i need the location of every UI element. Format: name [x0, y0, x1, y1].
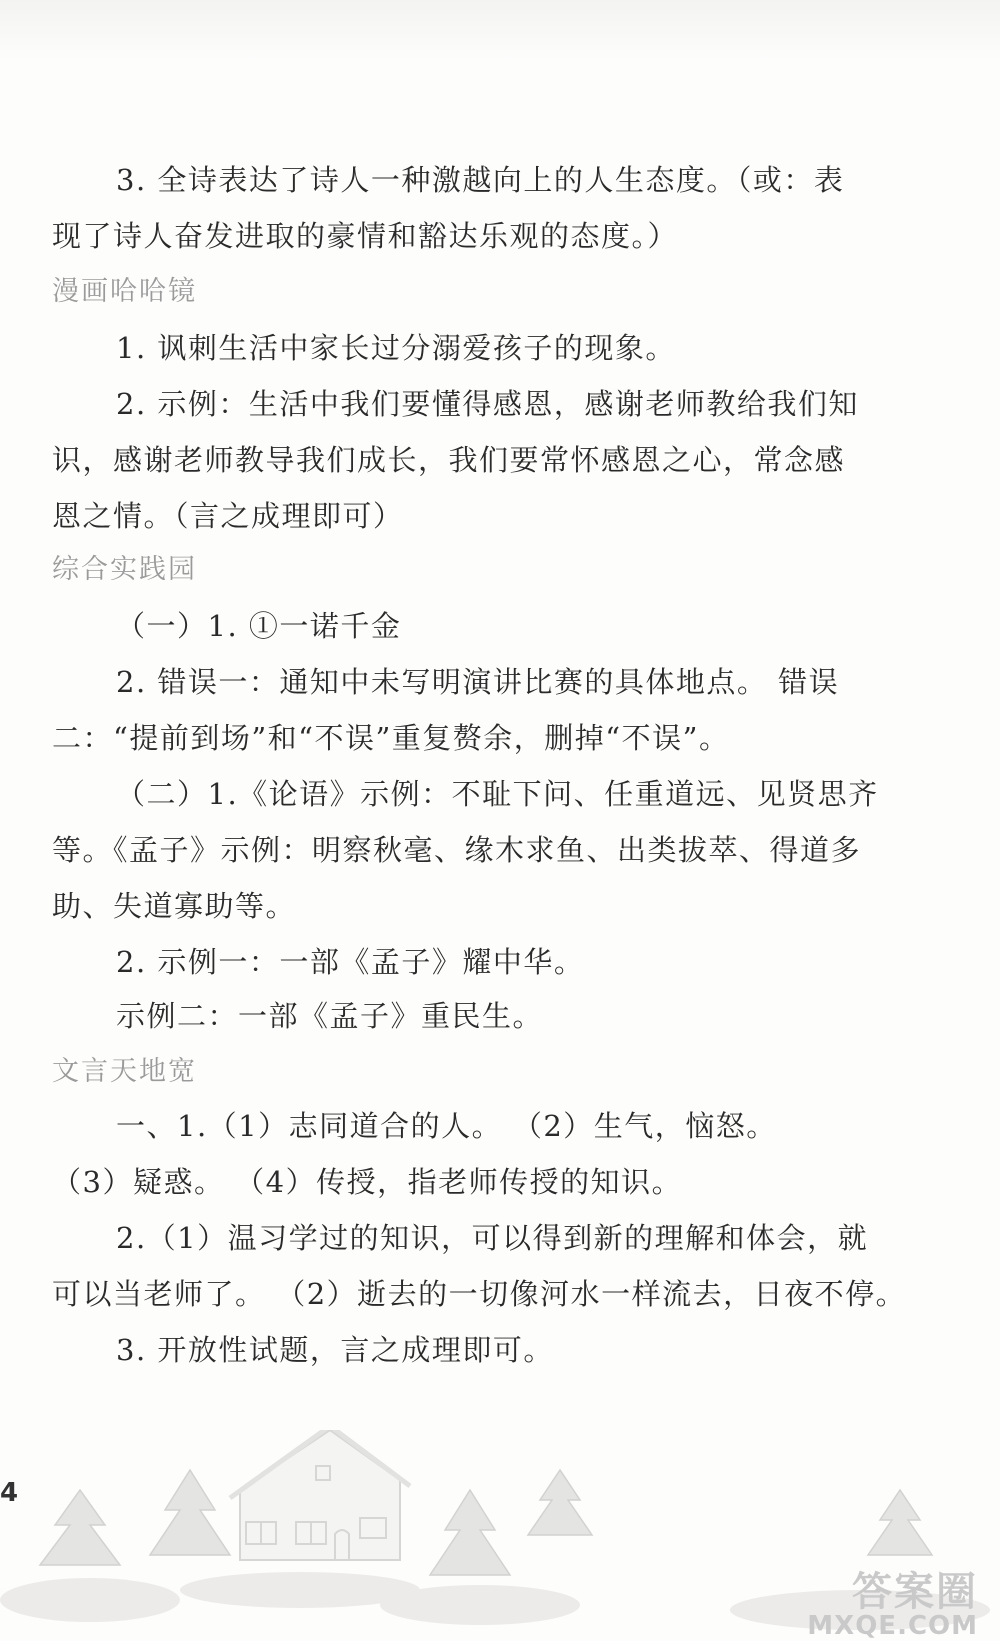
answer-line: 2. 错误一：通知中未写明演讲比赛的具体地点。 错误 — [116, 665, 840, 699]
answer-line: 现了诗人奋发进取的豪情和豁达乐观的态度。） — [52, 219, 679, 253]
page-top-shade — [0, 0, 1000, 60]
answer-line: 二：“提前到场”和“不误”重复赘余，删掉“不误”。 — [52, 721, 730, 755]
answer-line: 助、失道寡助等。 — [52, 889, 297, 923]
answer-line: 1. 讽刺生活中家长过分溺爱孩子的现象。 — [116, 331, 676, 365]
watermark-logo-text: 答案圈 — [852, 1569, 978, 1615]
answer-line: 可以当老师了。 （2）逝去的一切像河水一样流去，日夜不停。 — [52, 1277, 907, 1311]
watermark-url: MXQE.COM — [807, 1611, 978, 1641]
page-number: 4 — [0, 1478, 19, 1508]
section-heading-classical: 文言天地宽 — [52, 1056, 197, 1087]
answer-line: 一、1.（1）志同道合的人。 （2）生气，恼怒。 — [116, 1109, 777, 1143]
answer-line: 3. 开放性试题，言之成理即可。 — [116, 1333, 554, 1367]
answer-line: 2.（1）温习学过的知识，可以得到新的理解和体会，就 — [116, 1221, 869, 1255]
answer-line: 2. 示例：生活中我们要懂得感恩，感谢老师教给我们知 — [116, 387, 859, 421]
answer-line: 示例二：一部《孟子》重民生。 — [116, 999, 544, 1033]
answer-line: 2. 示例一：一部《孟子》耀中华。 — [116, 945, 585, 979]
answer-line: （一）1. ①一诺千金 — [116, 609, 402, 643]
section-heading-comic: 漫画哈哈镜 — [52, 276, 197, 307]
answer-line: 识，感谢老师教导我们成长，我们要常怀感恩之心，常念感 — [52, 443, 846, 477]
answer-line: （二）1.《论语》示例：不耻下问、任重道远、见贤思齐 — [116, 777, 879, 811]
answer-line: 恩之情。（言之成理即可） — [52, 499, 404, 533]
answer-line: 等。《孟子》示例：明察秋毫、缘木求鱼、出类拔萃、得道多 — [52, 833, 862, 867]
answer-line: 3. 全诗表达了诗人一种激越向上的人生态度。（或：表 — [116, 163, 845, 197]
watermark — [807, 1560, 978, 1641]
section-heading-practice: 综合实践园 — [52, 554, 197, 585]
answer-line: （3）疑惑。 （4）传授，指老师传授的知识。 — [52, 1165, 683, 1199]
